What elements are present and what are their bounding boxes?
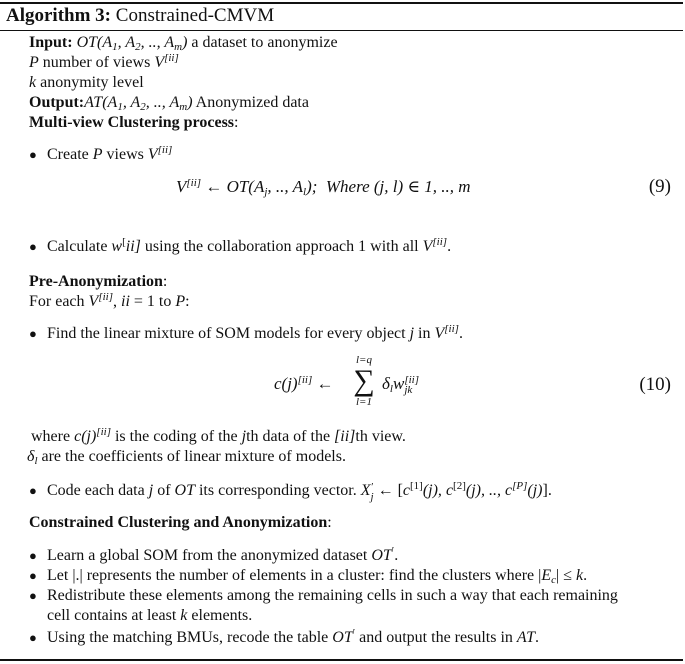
summation: [349, 354, 379, 408]
delta-line: [27, 447, 346, 467]
where-text: where: [31, 428, 75, 445]
code-x-sup: ′: [370, 481, 373, 493]
output-sep2: , .., A: [145, 94, 180, 111]
eq9-sub1: j: [264, 186, 268, 198]
preanon-colon: :: [162, 273, 168, 290]
input-sep2: , .., A: [140, 34, 175, 51]
equation-9-number: (9): [648, 176, 671, 197]
bullet-icon: ●: [29, 548, 37, 563]
output-subm: m: [179, 101, 188, 113]
views-sup: [ii]: [164, 52, 179, 64]
input-close: ): [182, 34, 188, 51]
foreach-var: ii: [121, 293, 130, 310]
input-sep1: , A: [117, 34, 136, 51]
code-mid2: its corresponding vector.: [194, 482, 361, 499]
preanon-step-text: Find the linear mixture of SOM models for every object: [47, 325, 410, 342]
step2-end: .: [447, 238, 452, 255]
code-c1: c: [402, 482, 410, 499]
title-rule: [0, 30, 683, 31]
code-cp-sup: [P]: [512, 480, 528, 492]
delta-sub: l: [34, 455, 38, 467]
output-line: [29, 93, 309, 113]
code-c2-arg: (j), ..,: [465, 482, 505, 499]
code-mid: of: [153, 482, 175, 499]
b2-mid: | ≤: [556, 567, 576, 584]
b4-text: Using the matching BMUs, recode the table: [47, 629, 333, 646]
where-j: j: [241, 428, 247, 445]
where-c-sup: [ii]: [96, 426, 111, 438]
eq9-lhs-sup: [ii]: [186, 177, 202, 189]
code-c2-sup: [2]: [453, 480, 466, 492]
code-c1-arg: (j),: [422, 482, 446, 499]
views-var: P: [29, 54, 39, 71]
eq10-w-scripts: [404, 375, 419, 395]
constrained-step-1: [47, 546, 398, 566]
eq9-rhs: OT(A: [226, 177, 265, 196]
preanon-step: [47, 324, 463, 344]
constrained-heading-line: [29, 513, 332, 533]
where-ii: [ii]: [334, 428, 356, 445]
bullet-icon: ●: [29, 483, 37, 498]
k-desc: anonymity level: [36, 74, 144, 91]
multiview-heading-line: [29, 113, 238, 133]
bullet-icon: ●: [29, 568, 37, 583]
b2-text: Let |.| represents the number of elements in a cluster: find the clusters where |: [47, 567, 542, 584]
step2-w-rest: ii]: [125, 238, 141, 255]
eq10-delta-sub: l: [389, 383, 393, 395]
b3-line2a: cell contains at least: [47, 607, 181, 624]
step1-sup: [ii]: [157, 144, 173, 156]
step1-mid: views: [102, 146, 148, 163]
sum-top: l=q: [356, 354, 372, 366]
where-line: [31, 427, 406, 447]
equation-10-number: (10): [639, 374, 671, 395]
input-sub2: 2: [135, 41, 141, 53]
where-c: c(j): [74, 428, 97, 445]
views-line: [29, 53, 179, 73]
eq10-w: w: [392, 374, 405, 393]
eq9-mid: , .., A: [267, 177, 303, 196]
preanon-step-sup: [ii]: [444, 323, 459, 335]
eq10-lhs-sup: [ii]: [297, 374, 313, 386]
bullet-icon: ●: [29, 588, 37, 603]
foreach-sym: V: [88, 293, 99, 310]
b1-sup: ′: [391, 545, 395, 557]
step2-sup: [ii]: [432, 236, 448, 248]
code-x-sub: j: [370, 491, 374, 503]
preanon-step-end: .: [458, 325, 463, 342]
input-line: [29, 33, 338, 53]
b2-end: .: [583, 567, 588, 584]
equation-9: [176, 177, 471, 197]
step2-w-sup: [: [122, 236, 126, 248]
eq10-w-sup: [ii]: [404, 374, 419, 386]
b4-end: .: [534, 629, 539, 646]
constrained-step-3-line-1: Redistribute these elements among the remaining cells in such a way that each remaining: [47, 587, 618, 604]
preanon-step-sym: V: [434, 325, 445, 342]
output-desc: Anonymized data: [192, 94, 309, 111]
preanon-step-var: j: [409, 325, 415, 342]
output-data: AT(A: [84, 94, 118, 111]
code-end: ].: [542, 482, 552, 499]
code-step: [47, 481, 552, 502]
code-cp: c: [504, 482, 513, 499]
multiview-step-2: [47, 237, 451, 257]
b1-end: .: [394, 547, 399, 564]
code-c2: c: [445, 482, 454, 499]
b2-e: E: [541, 567, 552, 584]
foreach-line: [29, 292, 190, 312]
foreach-mid: ,: [113, 293, 121, 310]
eq10-lhs: c(j): [274, 374, 298, 393]
input-sub1: 1: [112, 41, 118, 53]
k-var: k: [29, 74, 37, 91]
output-sep1: , A: [122, 94, 141, 111]
where-end: th view.: [355, 428, 406, 445]
constrained-colon: :: [327, 514, 332, 531]
top-rule: [0, 2, 683, 4]
where-mid2: th data of the: [246, 428, 335, 445]
constrained-heading: Constrained Clustering and Anonymization: [29, 514, 328, 531]
step1-var: P: [92, 146, 103, 163]
algorithm-name: Constrained-CMVM: [115, 5, 275, 26]
preanon-heading-line: [29, 272, 167, 292]
eq10-delta: δ: [382, 374, 390, 393]
step2-sym: V: [422, 238, 433, 255]
bottom-rule: [0, 659, 683, 661]
eq9-close: );: [306, 177, 318, 196]
output-sub1: 1: [117, 101, 123, 113]
multiview-colon: :: [234, 114, 239, 131]
views-sym: V: [154, 54, 165, 71]
code-arrow: ← [: [373, 482, 403, 499]
eq10-w-sub: jk: [404, 384, 413, 396]
output-label: Output:: [29, 94, 85, 111]
b2-sub: c: [551, 574, 556, 586]
code-x: X: [360, 482, 371, 499]
step1-sym: V: [147, 146, 158, 163]
constrained-step-3-line-2: [47, 606, 252, 626]
foreach-rest: = 1 to: [129, 293, 176, 310]
bullet-icon: ●: [29, 239, 37, 254]
b4-ot: OT: [332, 629, 353, 646]
b4-sup: ′: [352, 627, 356, 639]
b2-k: k: [575, 567, 584, 584]
delta-sym: δ: [27, 448, 35, 465]
equation-10-rhs: [382, 374, 419, 395]
b1-ot: OT: [371, 547, 392, 564]
code-c1-sup: [1]: [410, 480, 423, 492]
eq10-arrow: ←: [312, 374, 334, 393]
b3-k: k: [180, 607, 188, 624]
output-sub2: 2: [140, 101, 146, 113]
constrained-step-2: [47, 566, 587, 586]
input-label: Input:: [29, 34, 73, 51]
algorithm-title: [6, 5, 274, 27]
input-subm: m: [174, 41, 183, 53]
where-mid: is the coding of the: [110, 428, 242, 445]
b3-line2b: elements.: [187, 607, 253, 624]
eq9-arrow: ←: [201, 177, 227, 196]
sum-sign: ∑: [353, 364, 375, 397]
preanon-step-mid: in: [414, 325, 435, 342]
step2-text: Calculate: [47, 238, 112, 255]
code-j: j: [148, 482, 154, 499]
input-desc: a dataset to anonymize: [187, 34, 338, 51]
bullet-icon: ●: [29, 326, 37, 341]
preanon-heading: Pre-Anonymization: [29, 273, 163, 290]
multiview-heading: Multi-view Clustering process: [29, 114, 235, 131]
sum-bottom: l=1: [356, 396, 372, 408]
foreach-sup: [ii]: [98, 291, 113, 303]
bullet-icon: ●: [29, 630, 37, 645]
output-close: ): [187, 94, 193, 111]
b4-at: AT: [516, 629, 535, 646]
foreach-text: For each: [29, 293, 89, 310]
foreach-end: :: [185, 293, 190, 310]
step2-w: w: [111, 238, 123, 255]
equation-10-lhs: [274, 374, 334, 394]
step2-mid: using the collaboration approach 1 with all: [140, 238, 423, 255]
multiview-step-1: [47, 145, 172, 165]
bullet-icon: ●: [29, 147, 37, 162]
constrained-step-4: [47, 628, 539, 648]
code-ot: OT: [174, 482, 195, 499]
eq9-lhs: V: [176, 177, 187, 196]
delta-text: are the coefficients of linear mixture of models.: [37, 448, 346, 465]
code-text: Code each data: [47, 482, 149, 499]
eq9-sub2: l: [303, 186, 307, 198]
code-cp-arg: (j): [527, 482, 543, 499]
k-line: [29, 73, 144, 93]
b1-text: Learn a global SOM from the anonymized dataset: [47, 547, 372, 564]
input-dataset: OT(A: [76, 34, 113, 51]
step1-text: Create: [47, 146, 93, 163]
algorithm-label: Algorithm 3:: [6, 5, 112, 26]
foreach-p: P: [175, 293, 186, 310]
eq9-where: Where (j, l) ∈ 1, .., m: [325, 177, 471, 196]
b4-mid: and output the results in: [355, 629, 517, 646]
views-desc: number of views: [38, 54, 155, 71]
